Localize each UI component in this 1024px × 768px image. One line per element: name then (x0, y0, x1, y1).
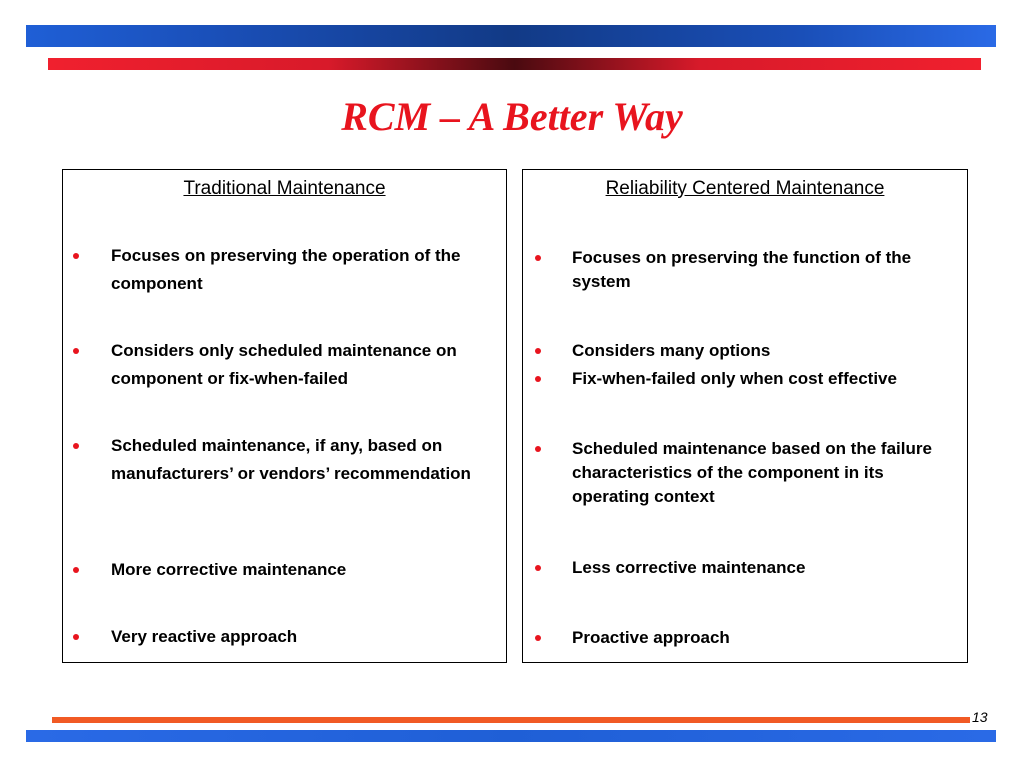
top-red-bar (48, 58, 981, 70)
reliability-centered-maintenance-panel: Reliability Centered Maintenance Focuses on preserving the function of the system Considers many options Fix-when-failed only when cost effective Scheduled maintenance based on the failure characteristics of the component in its operating context Less corrective maintenance Proactive approach (522, 169, 968, 663)
bullet-dot-icon (73, 253, 79, 259)
traditional-maintenance-panel: Traditional Maintenance Focuses on preserving the operation of the component Considers only scheduled maintenance on component or fix-when-failed Scheduled maintenance, if any, based on manufacturers’ or vendors’ recommendation More corrective maintenance Very reactive approach (62, 169, 507, 663)
reliability-centered-maintenance-heading: Reliability Centered Maintenance (605, 178, 885, 199)
bullet-dot-icon (535, 565, 541, 571)
bullet-dot-icon (535, 635, 541, 641)
bullet-dot-icon (535, 446, 541, 452)
bottom-blue-bar (26, 730, 996, 742)
bullet-dot-icon (73, 443, 79, 449)
traditional-maintenance-heading: Traditional Maintenance (183, 178, 386, 199)
bullet-dot-icon (535, 255, 541, 261)
page-number: 13 (972, 709, 988, 725)
top-blue-bar (26, 25, 996, 47)
bullet-dot-icon (535, 348, 541, 354)
bullet-dot-icon (535, 376, 541, 382)
bottom-orange-bar (52, 717, 970, 723)
bullet-dot-icon (73, 348, 79, 354)
bullet-dot-icon (73, 567, 79, 573)
bullet-dot-icon (73, 634, 79, 640)
slide-title: RCM – A Better Way (341, 94, 683, 139)
